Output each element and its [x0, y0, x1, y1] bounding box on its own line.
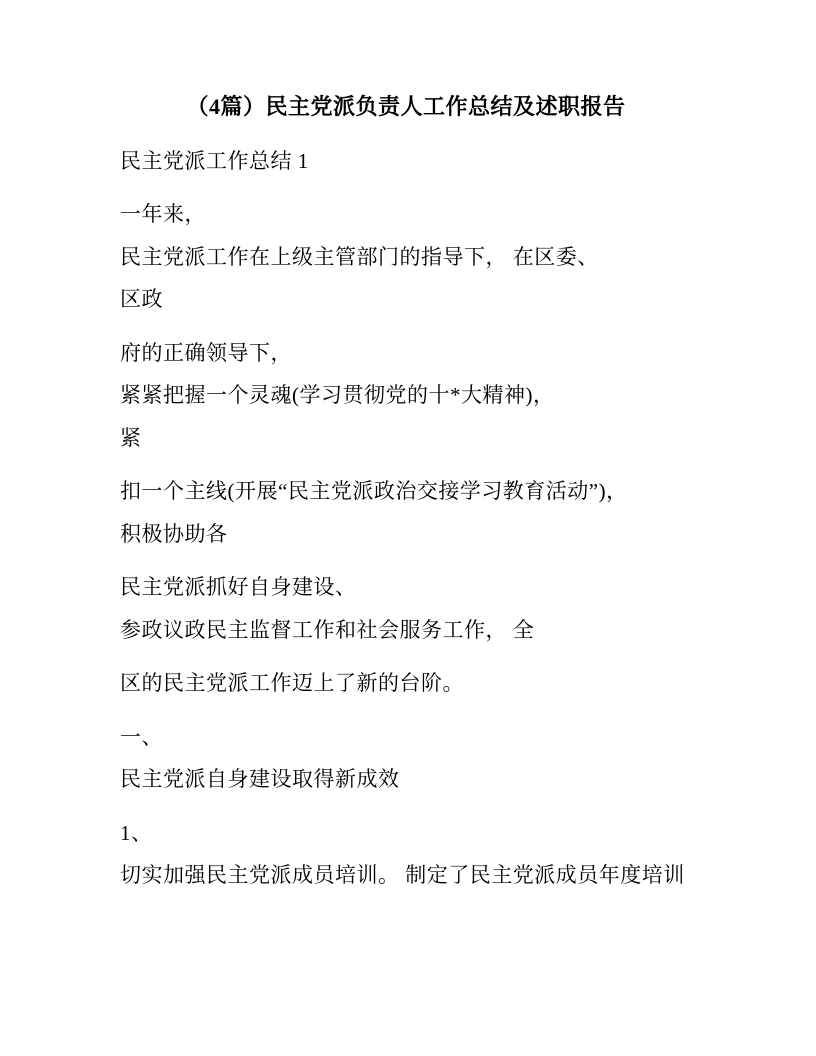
text-line: 1、 [120, 820, 153, 845]
paragraph [120, 140, 692, 183]
text-line: 府的正确领导下， [120, 340, 292, 365]
text-line: 紧 [120, 425, 142, 450]
text-line: 区政 [120, 287, 163, 311]
paragraph [120, 566, 692, 651]
text-line: 切实加强民主党派成员培训。 制定了民主党派成员年度培训 [120, 863, 685, 887]
text-line: 扣一个主线(开展“民主党派政治交接学习教育活动”)， [120, 479, 628, 503]
text-line: 一年来， [120, 202, 206, 226]
text-line: 区的民主党派工作迈上了新的台阶。 [120, 671, 464, 695]
text-line: 民主党派自身建设取得新成效 [120, 767, 400, 791]
text-line: 民主党派工作总结 1 [120, 148, 309, 173]
text-line: 紧紧把握一个灵魂(学习贯彻党的十*大精神)， [120, 383, 555, 407]
paragraph [120, 470, 692, 555]
paragraph [120, 193, 692, 321]
paragraph [120, 662, 692, 705]
paragraph [120, 716, 692, 801]
document-title: （4篇）民主党派负责人工作总结及述职报告 [186, 94, 626, 119]
paragraph [120, 332, 692, 460]
paragraph [120, 812, 692, 897]
document-body [120, 140, 692, 897]
text-line: 积极协助各 [120, 521, 228, 546]
text-line: 参政议政民主监督工作和社会服务工作， 全 [120, 617, 535, 642]
text-line: 一、 [120, 724, 163, 749]
text-line: 民主党派工作在上级主管部门的指导下， 在区委、 [120, 244, 599, 269]
text-line: 民主党派抓好自身建设、 [120, 575, 357, 599]
